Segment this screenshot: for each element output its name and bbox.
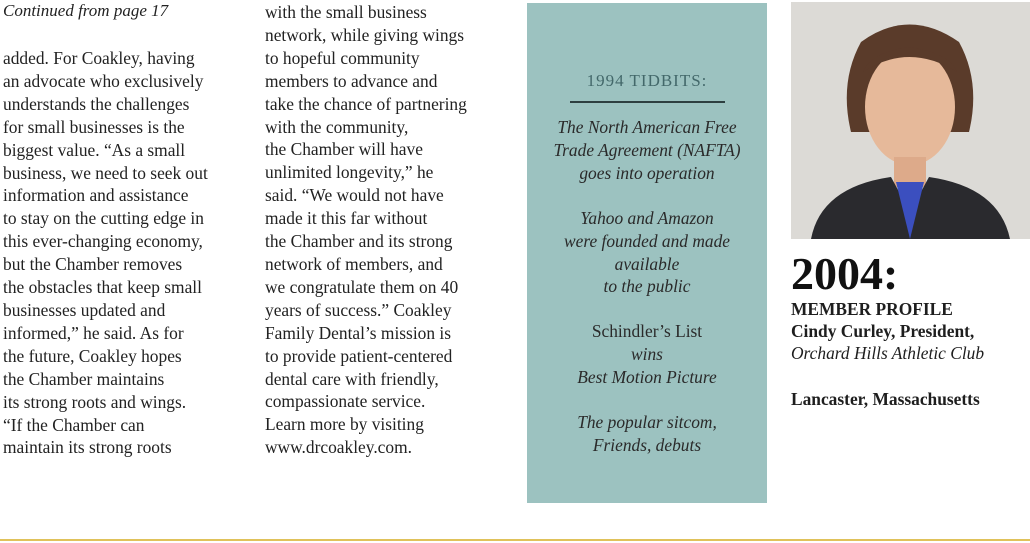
body-text-line: “If the Chamber can <box>3 414 145 435</box>
body-text-line: www.drcoakley.com. <box>265 437 412 458</box>
body-text-line: businesses updated and <box>3 299 166 320</box>
body-text-line: network, while giving wings <box>265 24 465 45</box>
tidbit-line: available <box>614 253 680 274</box>
profile-label: MEMBER PROFILE <box>791 299 953 319</box>
tidbit-item <box>527 116 767 185</box>
member-profile <box>791 250 1026 410</box>
column-1-text <box>3 47 208 459</box>
sidebar-divider <box>570 101 725 103</box>
tidbit-item <box>527 411 767 457</box>
body-text-line: years of success.” Coakley <box>265 299 452 320</box>
body-text-line: take the chance of partnering <box>265 93 467 114</box>
body-text-line: for small businesses is the <box>3 116 185 137</box>
body-text-line: we congratulate them on 40 <box>265 276 459 297</box>
body-text-line: made it this far without <box>265 208 428 229</box>
tidbit-line: Trade Agreement (NAFTA) <box>553 139 741 160</box>
tidbit-line: Best Motion Picture <box>577 367 717 388</box>
body-text-line: members to advance and <box>265 70 438 91</box>
tidbit-item <box>527 320 767 389</box>
body-text-line: business, we need to seek out <box>3 162 208 183</box>
body-text-line: unlimited longevity,” he <box>265 162 434 183</box>
profile-photo <box>791 2 1030 239</box>
body-text-line: with the small business <box>265 2 427 22</box>
body-text-line: biggest value. “As a small <box>3 139 186 160</box>
body-text-line: but the Chamber removes <box>3 254 183 275</box>
profile-name-title: Cindy Curley, President, <box>791 321 975 341</box>
tidbit-line: wins <box>631 344 663 365</box>
sidebar-items <box>527 116 767 479</box>
body-text-line: the Chamber will have <box>265 139 423 160</box>
tidbit-line: Friends, debuts <box>592 434 702 455</box>
column-2-text <box>265 1 467 459</box>
body-text-line: added. For Coakley, having <box>3 48 195 68</box>
portrait-illustration <box>791 2 1030 239</box>
article-column-1 <box>3 0 253 458</box>
body-text-line: the future, Coakley hopes <box>3 345 182 366</box>
tidbit-line: Schindler’s List <box>591 321 703 342</box>
body-text-line: to hopeful community <box>265 47 420 68</box>
profile-location: Lancaster, Massachusetts <box>791 389 980 409</box>
body-text-line: informed,” he said. As for <box>3 322 184 343</box>
profile-year: 2004: <box>791 248 899 299</box>
footer-divider <box>0 539 1030 541</box>
body-text-line: to stay on the cutting edge in <box>3 208 204 229</box>
body-text-line: network of members, and <box>265 253 443 274</box>
body-text-line: to provide patient-centered <box>265 345 453 366</box>
continued-note: Continued from page 17 <box>3 1 169 20</box>
body-text-line: maintain its strong roots <box>3 437 172 458</box>
body-text-line: said. “We would not have <box>265 185 444 206</box>
profile-organization: Orchard Hills Athletic Club <box>791 343 985 363</box>
tidbit-line: were founded and made <box>564 230 730 251</box>
body-text-line: its strong roots and wings. <box>3 391 187 412</box>
body-text-line: Learn more by visiting <box>265 414 424 435</box>
tidbit-line: The popular sitcom, <box>577 412 717 433</box>
body-text-line: understands the challenges <box>3 93 190 114</box>
body-text-line: compassionate service. <box>265 391 426 412</box>
tidbit-line: The North American Free <box>557 117 737 137</box>
tidbits-sidebar <box>527 3 767 503</box>
body-text-line: Family Dental’s mission is <box>265 322 451 343</box>
tidbit-line: to the public <box>603 276 691 297</box>
body-text-line: the Chamber maintains <box>3 368 165 389</box>
body-text-line: the Chamber and its strong <box>265 231 453 252</box>
body-text-line: the obstacles that keep small <box>3 277 202 298</box>
body-text-line: dental care with friendly, <box>265 368 439 389</box>
tidbit-line: Yahoo and Amazon <box>580 207 714 228</box>
tidbit-item <box>527 207 767 299</box>
body-text-line: with the community, <box>265 116 409 137</box>
body-text-line: an advocate who exclusively <box>3 70 204 91</box>
body-text-line: information and assistance <box>3 185 189 206</box>
body-text-line: this ever-changing economy, <box>3 231 203 252</box>
tidbit-line: goes into operation <box>579 162 715 183</box>
sidebar-heading: 1994 TIDBITS: <box>586 71 708 90</box>
